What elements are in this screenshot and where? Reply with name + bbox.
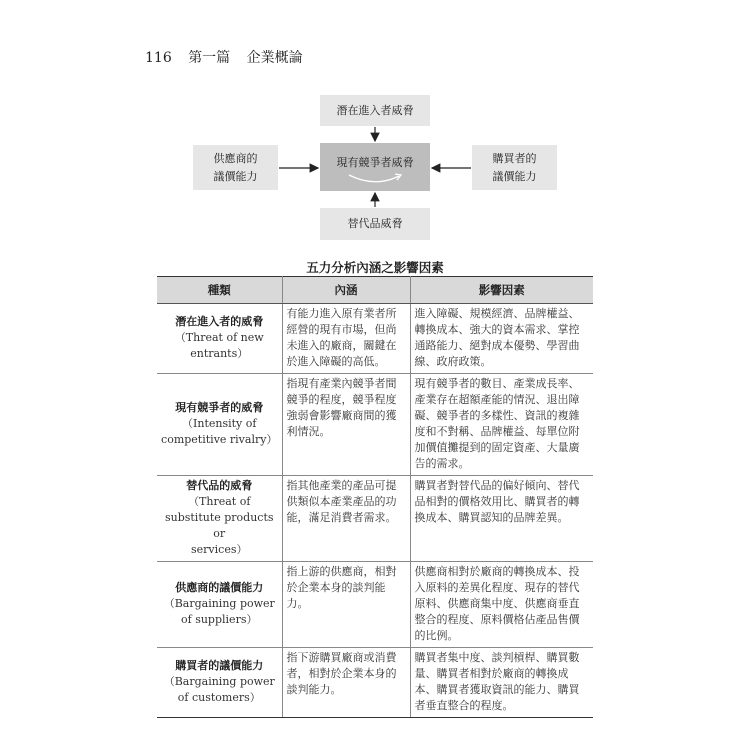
type-english: （Threat of: [188, 495, 251, 508]
factors-cell: 購買者對替代品的偏好傾向、替代品相對的價格效用比、購買者的轉換成本、購買認知的品牌差異。: [410, 476, 593, 562]
factors-cell: 進入障礙、規模經濟、品牌權益、轉換成本、強大的資本需求、掌控通路能力、絕對成本優勢、學習曲線、政府政策。: [410, 304, 593, 374]
part-title: 企業概論: [246, 50, 303, 66]
diagram-bottom-label: 替代品威脅: [347, 217, 403, 230]
type-english: （Bargaining power: [163, 597, 275, 610]
factors-cell: 供應商相對於廠商的轉換成本、投入原料的差異化程度、現存的替代原料、供應商集中度、供應商垂直整合的程度、原料價格佔產品售價的比例。: [410, 562, 593, 648]
diagram-arrows: [0, 0, 750, 260]
meaning-cell: 指其他產業的產品可提供類似本產業產品的功能，滿足消費者需求。: [282, 476, 410, 562]
type-name: 供應商的議價能力: [175, 581, 264, 594]
type-english: competitive rivalry）: [161, 433, 278, 446]
factors-cell: 購買者集中度、談判槓桿、購買數量、購買者相對於廠商的轉換成本、購買者獲取資訊的能力、購買者垂直整合的程度。: [410, 648, 593, 718]
type-cell: [157, 562, 282, 648]
page-number: 116: [145, 50, 172, 66]
type-name: 替代品的威脅: [186, 479, 253, 492]
type-english: （Threat of new: [174, 331, 264, 344]
type-english: of customers）: [177, 691, 261, 704]
table-caption: 五力分析內涵之影響因素: [306, 260, 444, 275]
type-cell: [157, 476, 282, 562]
type-name: 潛在進入者的威脅: [175, 315, 264, 328]
diagram-center-label: 現有競爭者威脅: [336, 156, 414, 169]
table-header-row: [157, 277, 593, 304]
meaning-cell: 指現有產業內競爭者間競爭的程度，競爭程度強弱會影響廠商間的獲利情況。: [282, 374, 410, 476]
table-row: [157, 374, 593, 476]
diagram-top-label: 潛在進入者威脅: [336, 103, 414, 117]
table-row: [157, 476, 593, 562]
diagram-left-label-1: 供應商的: [213, 151, 258, 165]
type-name: 購買者的議價能力: [175, 659, 264, 672]
meaning-cell: 指下游購買廠商或消費者，相對於企業本身的談判能力。: [282, 648, 410, 718]
type-name: 現有競爭者的威脅: [175, 401, 264, 414]
type-cell: [157, 374, 282, 476]
type-cell: [157, 648, 282, 718]
table-row: [157, 304, 593, 374]
type-english: （Bargaining power: [163, 675, 275, 688]
type-english: substitute products or: [164, 511, 274, 540]
meaning-cell: 指上游的供應商，相對於企業本身的談判能力。: [282, 562, 410, 648]
header-factors: 影響因素: [410, 277, 593, 304]
table-row: [157, 562, 593, 648]
factors-cell: 現有競爭者的數目、產業成長率、產業存在超額產能的情況、退出障礙、競爭者的多樣性、資訊的複雜度和不對稱、品牌權益、每單位附加價值攤提到的固定資產、大量廣告的需求。: [410, 374, 593, 476]
type-english: of suppliers）: [181, 613, 258, 626]
meaning-cell: 有能力進入原有業者所經營的現有市場，但尚未進入的廠商，關鍵在於進入障礙的高低。: [282, 304, 410, 374]
diagram-right-label-1: 購買者的: [492, 151, 537, 165]
table-row: [157, 648, 593, 718]
five-forces-table: [157, 276, 593, 718]
part-label: 第一篇: [188, 50, 231, 66]
type-english: services）: [191, 543, 248, 556]
header-meaning: 內涵: [282, 277, 410, 304]
type-english: entrants）: [190, 347, 249, 360]
type-cell: [157, 304, 282, 374]
type-english: （Intensity of: [182, 417, 257, 430]
diagram-right-label-2: 議價能力: [492, 169, 537, 183]
diagram-left-label-2: 議價能力: [213, 169, 258, 183]
header-type: 種類: [157, 277, 282, 304]
